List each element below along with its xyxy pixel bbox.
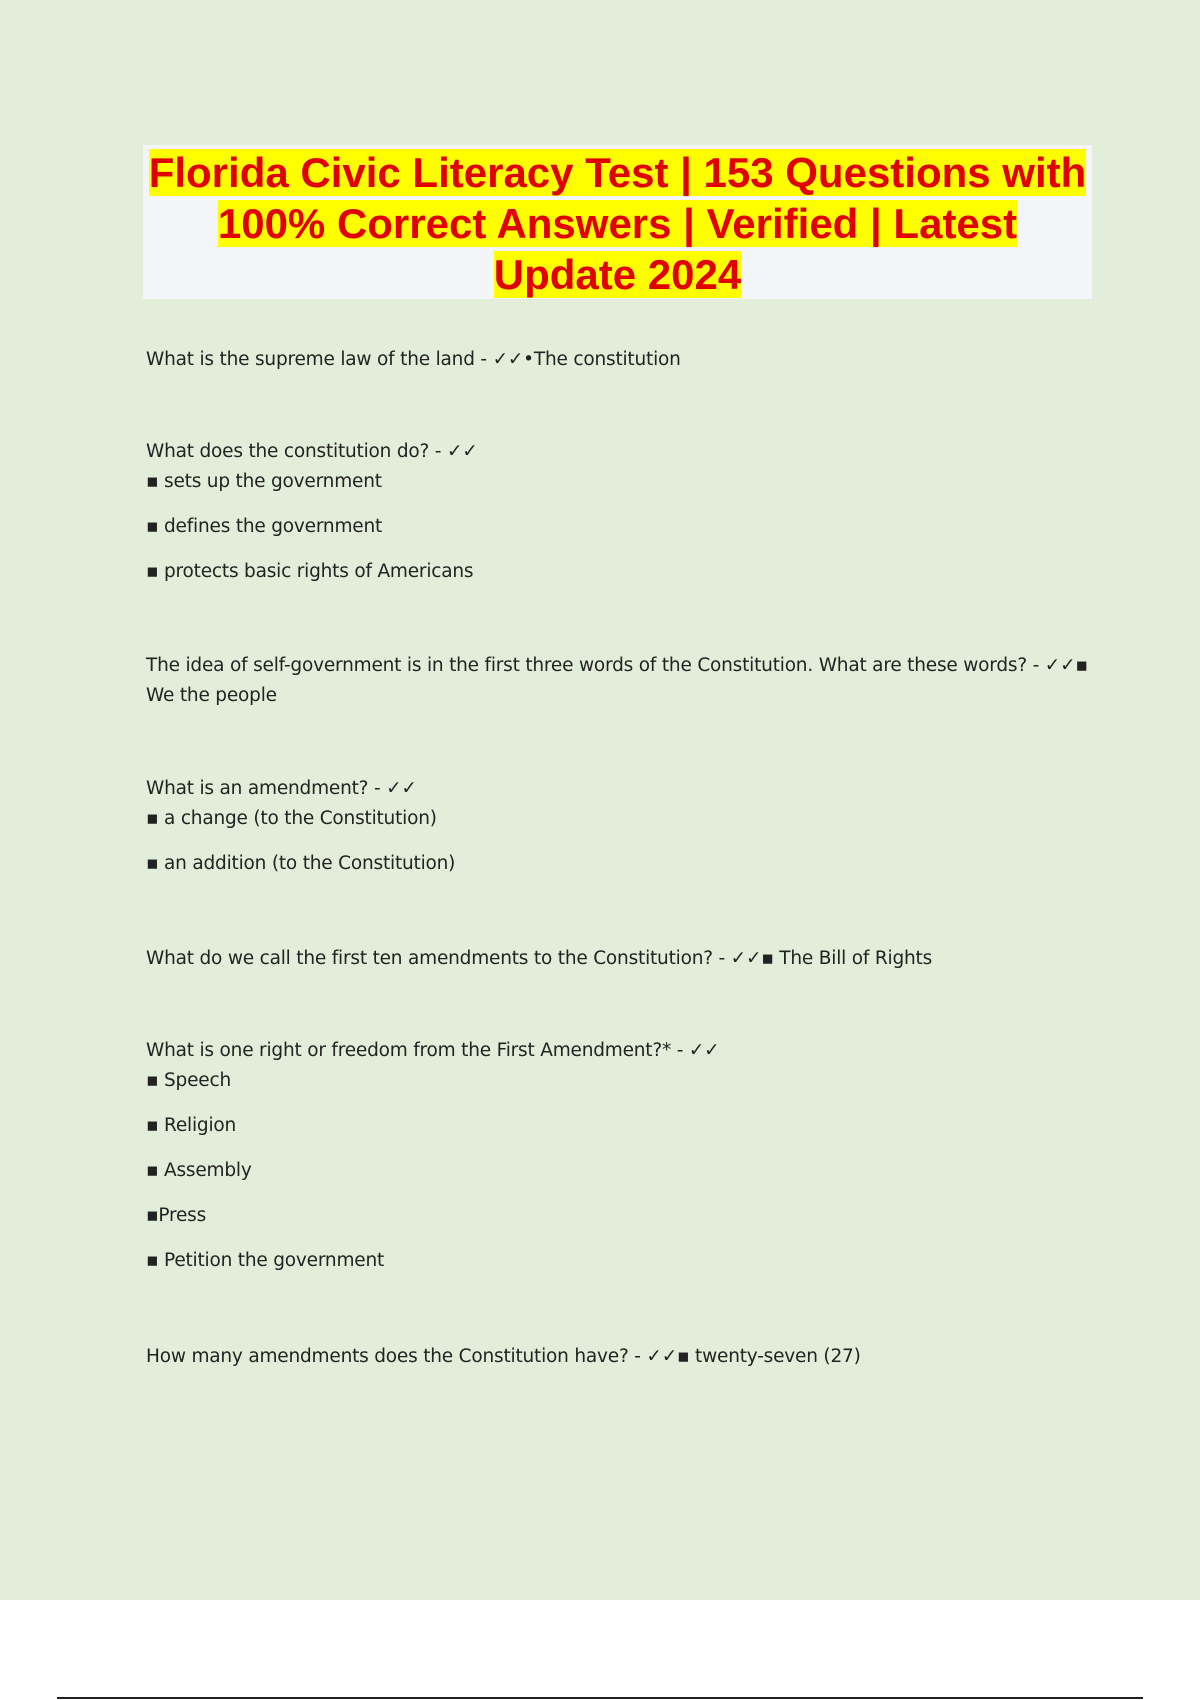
page-divider xyxy=(57,1697,1143,1699)
answer-item: ▪ Speech xyxy=(146,1070,231,1091)
answer-item: ▪Press xyxy=(146,1205,207,1226)
answer-item: ▪ a change (to the Constitution) xyxy=(146,808,437,829)
question-text: What does the constitution do? - ✓✓ xyxy=(146,441,478,462)
question-text: What do we call the first ten amendments to the Constitution? - ✓✓▪ The Bill of Rights xyxy=(146,948,933,969)
document-title xyxy=(143,145,1092,300)
question-text: How many amendments does the Constitution have? - ✓✓▪ twenty-seven (27) xyxy=(146,1346,861,1367)
qa-item xyxy=(146,774,1096,879)
question-text: What is one right or freedom from the First Amendment?* - ✓✓ xyxy=(146,1040,720,1061)
answer-item: ▪ defines the government xyxy=(146,516,383,537)
answer-item: ▪ an addition (to the Constitution) xyxy=(146,853,456,874)
title-box xyxy=(143,145,1092,299)
qa-item xyxy=(146,345,1096,375)
question-text: What is an amendment? - ✓✓ xyxy=(146,778,417,799)
question-text: The idea of self-government is in the first three words of the Constitution. What are these words? - ✓✓▪ We the people xyxy=(146,655,1088,706)
qa-item xyxy=(146,1342,1096,1372)
answer-item: ▪ Assembly xyxy=(146,1160,252,1181)
document-title-text: Florida Civic Literacy Test | 153 Questions with 100% Correct Answers | Verified | Latest Update 2024 xyxy=(148,149,1087,298)
qa-item xyxy=(146,1036,1096,1276)
answer-item: ▪ Religion xyxy=(146,1115,237,1136)
answer-item: ▪ sets up the government xyxy=(146,471,382,492)
qa-item xyxy=(146,944,1096,974)
question-text: What is the supreme law of the land - ✓✓•The constitution xyxy=(146,349,681,370)
qa-item xyxy=(146,437,1096,587)
answer-item: ▪ Petition the government xyxy=(146,1250,385,1271)
answer-item: ▪ protects basic rights of Americans xyxy=(146,561,474,582)
qa-item xyxy=(146,651,1096,711)
